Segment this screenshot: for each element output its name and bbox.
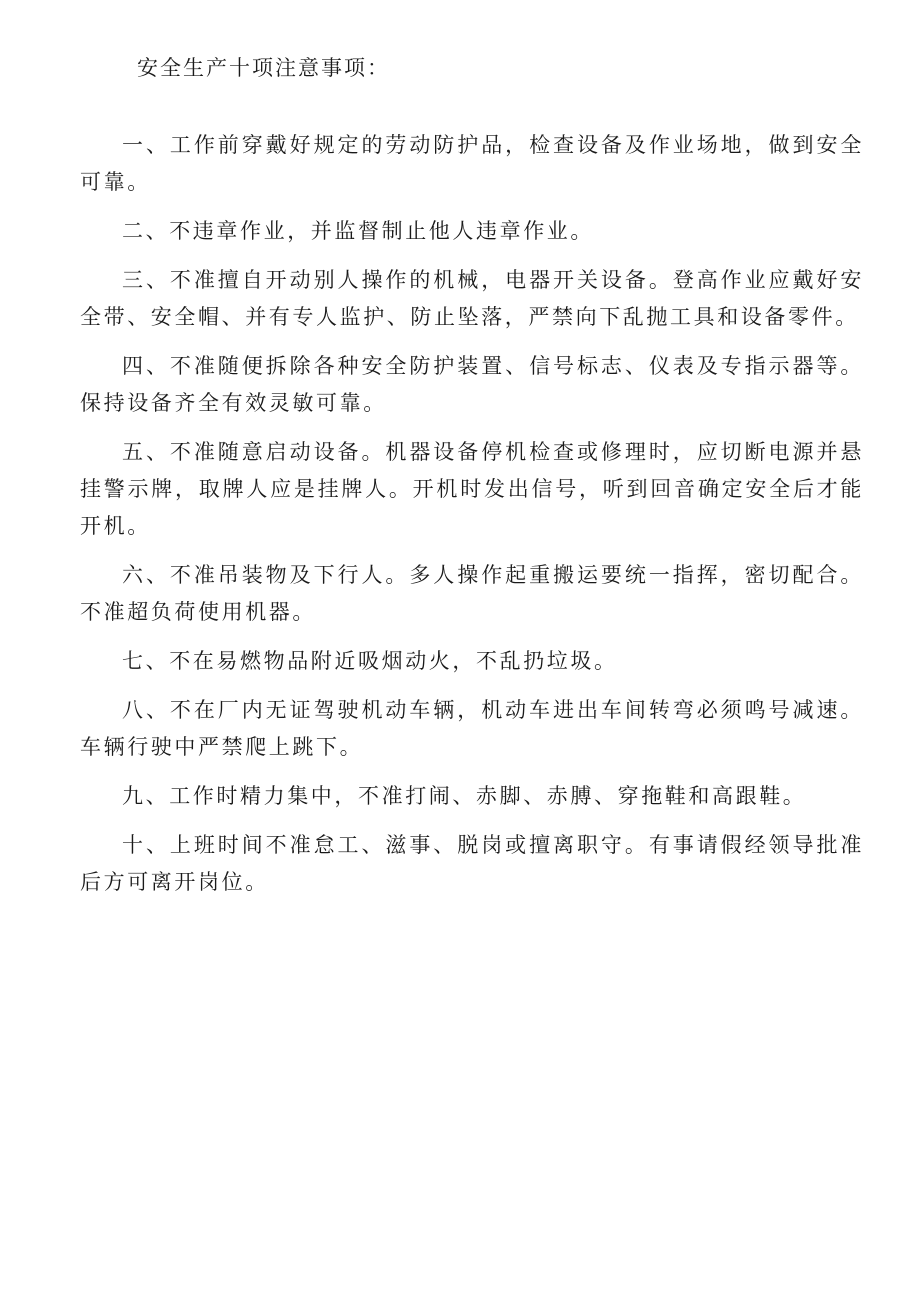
rule-item-3: 三、不准擅自开动别人操作的机械，电器开关设备。登高作业应戴好安全带、安全帽、并有专人监护、防止坠落，严禁向下乱抛工具和设备零件。 xyxy=(80,268,864,329)
rules-list xyxy=(80,127,864,913)
rule-item-8: 八、不在厂内无证驾驶机动车辆，机动车进出车间转弯必须鸣号减速。车辆行驶中严禁爬上跳下。 xyxy=(80,698,864,759)
document-title: 安全生产十项注意事项： xyxy=(137,56,390,80)
rule-item-4: 四、不准随便拆除各种安全防护装置、信号标志、仪表及专指示器等。保持设备齐全有效灵敏可靠。 xyxy=(80,354,864,415)
rule-item-9: 九、工作时精力集中，不准打闹、赤脚、赤膊、穿拖鞋和高跟鞋。 xyxy=(122,784,807,808)
rule-item-1: 一、工作前穿戴好规定的劳动防护品，检查设备及作业场地，做到安全可靠。 xyxy=(80,133,864,194)
rule-item-5: 五、不准随意启动设备。机器设备停机检查或修理时，应切断电源并悬挂警示牌，取牌人应是挂牌人。开机时发出信号，听到回音确定安全后才能开机。 xyxy=(80,440,864,538)
rule-item-10: 十、上班时间不准怠工、滋事、脱岗或擅离职守。有事请假经领导批准后方可离开岗位。 xyxy=(80,833,864,894)
rule-item-6: 六、不准吊装物及下行人。多人操作起重搬运要统一指挥，密切配合。不准超负荷使用机器。 xyxy=(80,563,864,624)
rule-item-2: 二、不违章作业，并监督制止他人违章作业。 xyxy=(122,219,594,243)
rule-item-7: 七、不在易燃物品附近吸烟动火，不乱扔垃圾。 xyxy=(122,649,618,673)
